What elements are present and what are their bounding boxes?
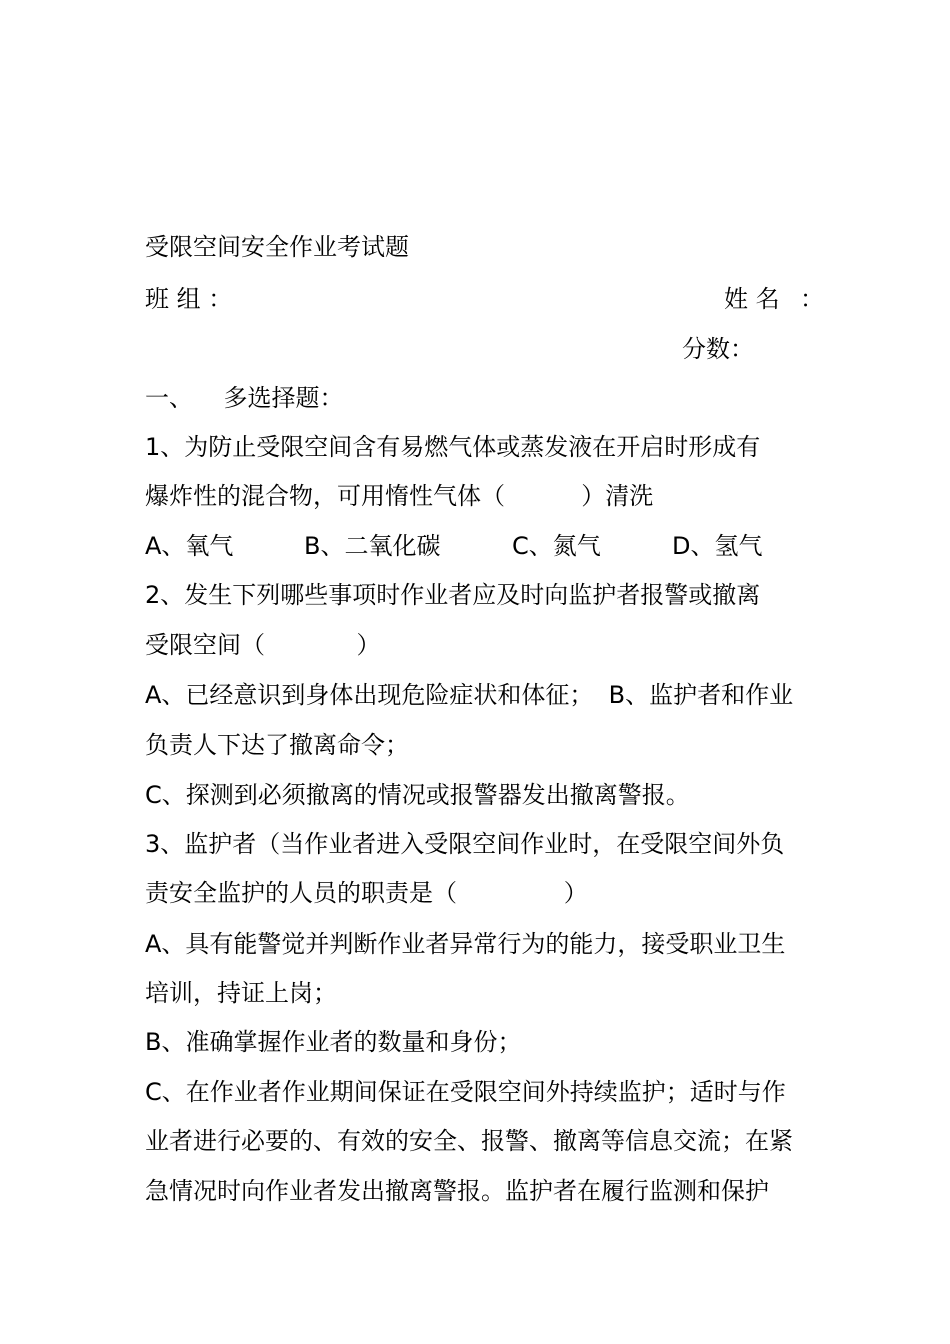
q2-option-a-b: A、已经意识到身体出现危险症状和体征； B、监护者和作业 (145, 681, 794, 709)
q1-option-b: B、二氧化碳 (304, 532, 441, 560)
q1-option-a: A、氧气 (145, 532, 234, 560)
score-label: 分数： (682, 335, 754, 363)
q2-text-line1: 2、发生下列哪些事项时作业者应及时向监护者报警或撤离 (145, 581, 761, 609)
q2-text-line2: 受限空间（ ） (145, 631, 381, 659)
document-title: 受限空间安全作业考试题 (145, 233, 409, 261)
q3-text-line1: 3、监护者（当作业者进入受限空间作业时，在受限空间外负 (145, 830, 785, 858)
q3-option-a-line2: 培训，持证上岗； (145, 979, 337, 1007)
q1-text-line1: 1、为防止受限空间含有易燃气体或蒸发液在开启时形成有 (145, 433, 761, 461)
q2-option-b-cont: 负责人下达了撤离命令； (145, 731, 409, 759)
section-heading-multiple-choice: 一、 多选择题： (145, 384, 344, 412)
team-label: 班 组 ： (145, 285, 233, 313)
q3-option-c-line2: 业者进行必要的、有效的安全、报警、撤离等信息交流；在紧 (145, 1127, 793, 1155)
q3-option-c-line1: C、在作业者作业期间保证在受限空间外持续监护；适时与作 (145, 1078, 786, 1106)
q3-option-b: B、准确掌握作业者的数量和身份； (145, 1028, 522, 1056)
q1-option-d: D、氢气 (672, 532, 763, 560)
q3-option-a-line1: A、具有能警觉并判断作业者异常行为的能力，接受职业卫生 (145, 930, 786, 958)
q1-text-line2: 爆炸性的混合物，可用惰性气体（ ）清洗 (145, 482, 654, 510)
name-label: 姓 名 (724, 285, 780, 313)
q3-option-c-line3: 急情况时向作业者发出撤离警报。监护者在履行监测和保护 (145, 1177, 769, 1205)
q2-option-c: C、探测到必须撤离的情况或报警器发出撤离警报。 (145, 781, 690, 809)
q1-option-c: C、氮气 (512, 532, 601, 560)
name-colon: ： (800, 285, 824, 313)
q3-text-line2: 责安全监护的人员的职责是（ ） (145, 879, 588, 907)
